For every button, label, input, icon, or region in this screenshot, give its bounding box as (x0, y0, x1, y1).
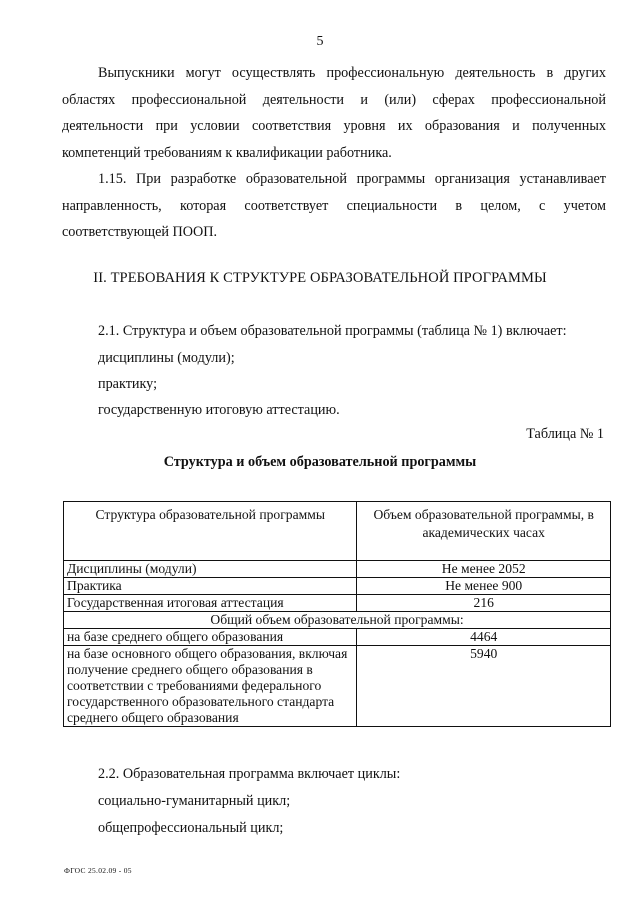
header-structure: Структура образовательной программы (64, 502, 357, 561)
table-row (64, 561, 611, 578)
table-cell: 4464 (357, 629, 611, 646)
table-row (64, 629, 611, 646)
table-span-row (64, 612, 611, 629)
footer-code: ФГОС 25.02.09 - 05 (64, 866, 132, 875)
list-item: общепрофессиональный цикл; (98, 820, 284, 836)
paragraph-graduates-text: Выпускники могут осуществлять профессиональную деятельность в других областях профессиональной деятельности и (или) сферах профессиональной деятельности при условии соответствия уровня их образования и полученных компетенций требованиям к квалификации работника. (62, 65, 606, 161)
table-cell: Государственная итоговая аттестация (64, 595, 357, 612)
table-cell: на базе среднего общего образования (64, 629, 357, 646)
total-volume-label: Общий объем образовательной программы: (64, 612, 611, 629)
table-header-row (64, 502, 611, 561)
structure-table (63, 501, 611, 727)
clause-2-1: 2.1. Структура и объем образовательной программы (таблица № 1) включает: (98, 323, 567, 339)
page-number: 5 (316, 34, 324, 49)
paragraph-1-15-text: 1.15. При разработке образовательной программы организация устанавливает направленность, которая соответствует специальности в целом, с учетом соответствующей ПООП. (62, 171, 606, 240)
list-item: социально-гуманитарный цикл; (98, 793, 291, 809)
table-cell: на базе основного общего образования, включая получение среднего общего образования в соответствии с требованиями федерального государственного образовательного стандарта среднего общего образования (64, 646, 357, 727)
list-item: дисциплины (модули); (98, 350, 235, 366)
table-cell: Не менее 900 (357, 578, 611, 595)
table-cell: 216 (357, 595, 611, 612)
paragraph-graduates (62, 60, 606, 166)
table-row (64, 578, 611, 595)
header-volume: Объем образовательной программы, в академических часах (357, 502, 611, 561)
list-item: государственную итоговую аттестацию. (98, 402, 340, 418)
table-label: Таблица № 1 (526, 426, 604, 442)
list-item: практику; (98, 376, 158, 392)
section-heading: II. ТРЕБОВАНИЯ К СТРУКТУРЕ ОБРАЗОВАТЕЛЬНОЙ ПРОГРАММЫ (93, 270, 547, 286)
table-cell: Практика (64, 578, 357, 595)
table-cell: Дисциплины (модули) (64, 561, 357, 578)
clause-2-2: 2.2. Образовательная программа включает циклы: (98, 766, 401, 782)
table-cell: Не менее 2052 (357, 561, 611, 578)
table-cell: 5940 (357, 646, 611, 727)
table-row (64, 595, 611, 612)
table-title: Структура и объем образовательной программы (163, 454, 477, 470)
table-row (64, 646, 611, 727)
paragraph-1-15 (62, 166, 606, 246)
